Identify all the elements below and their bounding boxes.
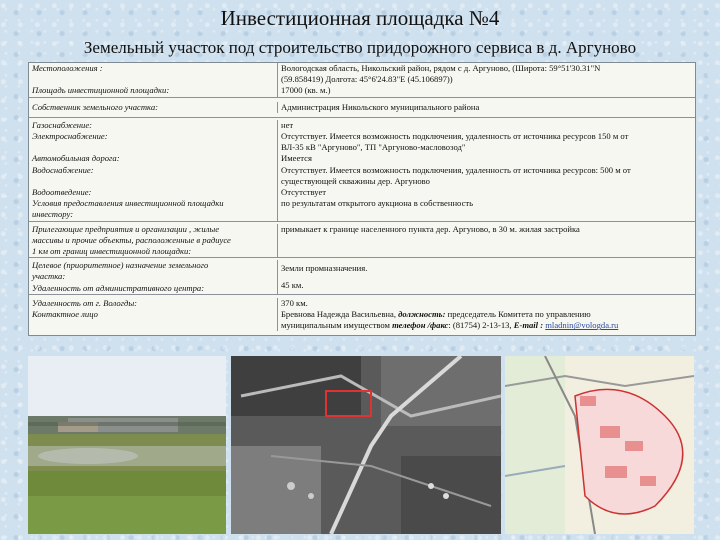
row-value: 370 км. Бревнова Надежда Васильевна, должность: председатель Комитета по управлению муниципальным имуществом телефон /факс: (81754) 2-13-13, E-mail : mladnin@vologda.ru [281, 297, 619, 331]
row-label: Целевое (приоритетное) назначение земельного участка: Удаленность от административного центра: [29, 260, 278, 294]
table-row [29, 98, 695, 118]
table-row [29, 63, 695, 98]
row-label: Газоснабжение: Электроснабжение: Автомобильная дорога: Водоснабжение: Водоотведение: Условия предоставления инвестиционной площадки инвестору: [29, 120, 278, 221]
page-title: Инвестиционная площадка №4 [220, 6, 500, 30]
row-value: нет Отсутствует. Имеется возможность подключения, удаленность от источника ресурсов 150 м от ВЛ-35 кВ "Аргуново", ТП "Аргуново-масловозод" Имеется Отсутствует. Имеется возможность подключения, удаленность от источника ресурсов: 500 м от существующей скважины дер. Аргуново Отсутствует по результатам открытого аукциона в собственность [281, 119, 631, 209]
row-label: Удаленность от г. Вологды: Контактное лицо [29, 298, 278, 332]
row-value: Вологодская область, Никольский район, рядом с д. Аргуново, (Широта: 59°51'30.31"N (59.858419) Долгота: 45°6'24.83"E (45.106897)) 17000 (кв. м.) [281, 63, 601, 96]
row-value: примыкает к границе населенного пункта дер. Аргуново, в 30 м. жилая застройка [281, 223, 580, 234]
farm-photo [28, 356, 226, 534]
table-row [29, 295, 695, 336]
row-value: Администрация Никольского муниципального района [281, 101, 480, 112]
info-table [28, 62, 696, 336]
contact-name: Бревнова Надежда Васильевна, [281, 309, 396, 320]
row-label: Местоположения : Площадь инвестиционной площадки: [29, 63, 278, 97]
table-row [29, 258, 695, 295]
aerial-photo [231, 356, 501, 534]
row-label: Собственник земельного участка: [29, 102, 278, 113]
table-row [29, 222, 695, 259]
row-value: Земли промназначения. 45 км. [281, 263, 368, 290]
photo-strip [28, 356, 694, 534]
page-subtitle: Земельный участок под строительство придорожного сервиса в д. Аргуново [83, 38, 637, 57]
table-row [29, 118, 695, 222]
row-label: Прилегающие предприятия и организации , жилые массивы и прочие объекты, расположенные в радиусе 1 км от границ инвестиционной площадки: [29, 224, 278, 258]
email-link[interactable]: mladnin@vologda.ru [545, 320, 619, 331]
plan-map [505, 356, 694, 534]
